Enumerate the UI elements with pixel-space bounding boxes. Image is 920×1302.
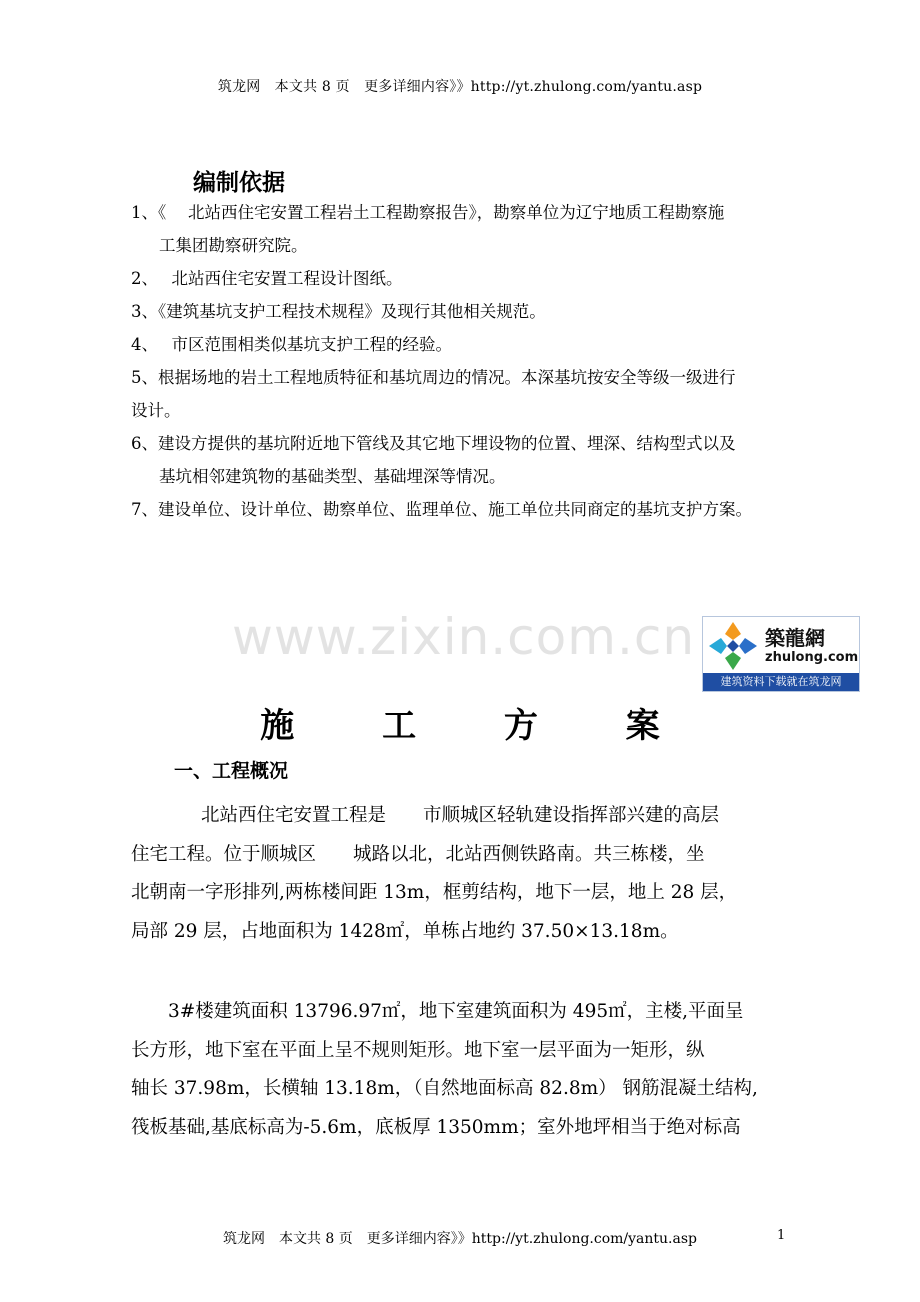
basis-heading: 编制依据 xyxy=(193,170,285,196)
list-number: 7、 xyxy=(131,500,158,519)
list-number: 1、 xyxy=(131,203,158,222)
list-text: 市区范围相类似基坑支护工程的经验。 xyxy=(149,335,452,354)
overview-paragraph-2 xyxy=(131,993,807,1147)
zhulong-logo xyxy=(702,616,860,692)
watermark: www.zixin.com.cn xyxy=(232,608,696,666)
list-number: 6、 xyxy=(131,434,158,453)
list-text: 《 北站西住宅安置工程岩土工程勘察报告》，勘察单位为辽宁地质工程勘察施 xyxy=(158,203,725,222)
list-item xyxy=(131,196,811,262)
list-text: 建设单位、设计单位、勘察单位、监理单位、施工单位共同商定的基坑支护方案。 xyxy=(158,500,752,519)
list-text-continued: 设计。 xyxy=(131,401,181,420)
list-text: 北站西住宅安置工程设计图纸。 xyxy=(149,269,403,288)
paragraph-line: 北站西住宅安置工程是 市顺城区轻轨建设指挥部兴建的高层 xyxy=(201,805,720,826)
paragraph-line: 筏板基础,基底标高为-5.6m，底板厚 1350mm；室外地坪相当于绝对标高 xyxy=(131,1116,741,1138)
main-title: 施 工 方 案 xyxy=(260,706,698,746)
paragraph-line: 3#楼建筑面积 13796.97㎡，地下室建筑面积为 495㎡，主楼,平面呈 xyxy=(168,1001,744,1022)
basis-list xyxy=(131,196,811,526)
list-number: 4、 xyxy=(131,335,150,354)
list-number: 5、 xyxy=(131,368,158,387)
paragraph-line: 长方形，地下室在平面上呈不规则矩形。地下室一层平面为一矩形，纵 xyxy=(131,1039,705,1061)
paragraph-line: 北朝南一字形排列,两栋楼间距 13m，框剪结构，地下一层，地上 28 层， xyxy=(131,882,738,903)
list-number: 3、 xyxy=(131,302,158,321)
list-text-continued: 基坑相邻建筑物的基础类型、基础埋深等情况。 xyxy=(159,467,506,486)
list-item xyxy=(131,262,811,295)
logo-chinese-name: 築龍網 xyxy=(765,626,825,650)
list-item xyxy=(131,328,811,361)
list-item xyxy=(131,361,811,427)
page-header: 筑龙网 本文共 8 页 更多详细内容》》http://yt.zhulong.com/yantu.asp xyxy=(217,79,703,95)
list-number: 2、 xyxy=(131,269,150,288)
list-text-continued: 工集团勘察研究院。 xyxy=(159,236,308,255)
list-item xyxy=(131,295,811,328)
logo-mark-icon xyxy=(707,620,759,672)
list-text: 建设方提供的基坑附近地下管线及其它地下埋设物的位置、埋深、结构型式以及 xyxy=(158,434,736,453)
page-footer: 筑龙网 本文共 8 页 更多详细内容》》http://yt.zhulong.com/yantu.asp xyxy=(222,1231,698,1247)
list-text: 《建筑基坑支护工程技术规程》及现行其他相关规范。 xyxy=(158,302,546,321)
section-heading: 一、工程概况 xyxy=(174,760,289,782)
paragraph-line: 轴长 37.98m，长横轴 13.18m，（自然地面标高 82.8m） 钢筋混凝土结构, xyxy=(131,1078,758,1099)
paragraph-line: 局部 29 层，占地面积为 1428㎡，单栋占地约 37.50×13.18m。 xyxy=(131,920,679,942)
list-text: 根据场地的岩土工程地质特征和基坑周边的情况。本深基坑按安全等级一级进行 xyxy=(158,368,736,387)
logo-slogan: 建筑资料下载就在筑龙网 xyxy=(703,673,859,691)
page-number: 1 xyxy=(777,1228,786,1243)
list-item xyxy=(131,427,811,493)
overview-paragraph-1 xyxy=(131,797,807,951)
logo-domain: zhulong.com xyxy=(765,650,859,665)
paragraph-line: 住宅工程。位于顺城区 城路以北，北站西侧铁路南。共三栋楼，坐 xyxy=(131,843,705,865)
list-item xyxy=(131,493,811,526)
